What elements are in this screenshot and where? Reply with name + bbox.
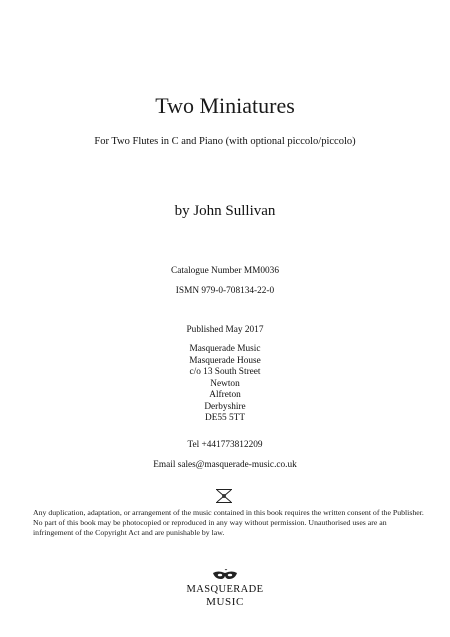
address-line: c/o 13 South Street xyxy=(189,367,261,377)
published-date: Published May 2017 xyxy=(186,325,264,335)
address-line: Masquerade Music xyxy=(189,344,261,354)
document-subtitle: For Two Flutes in C and Piano (with optional piccolo/piccolo) xyxy=(94,136,356,147)
logo-text-line2: MUSIC xyxy=(206,596,244,608)
masquerade-mask-icon xyxy=(212,569,238,583)
email: Email sales@masquerade-music.co.uk xyxy=(153,460,297,470)
publisher-logo xyxy=(175,569,275,609)
logo-text-line1: MASQUERADE xyxy=(186,584,264,595)
address-line: DE55 5TT xyxy=(204,413,246,423)
document-title: Two Miniatures xyxy=(155,93,295,118)
address-line: Masquerade House xyxy=(189,355,261,366)
catalogue-number: Catalogue Number MM0036 xyxy=(171,266,279,276)
telephone: Tel +441773812209 xyxy=(187,440,263,450)
address-line: Derbyshire xyxy=(204,401,246,412)
ismn: ISMN 979-0-708134-22-0 xyxy=(175,286,275,296)
publisher-address xyxy=(0,344,450,425)
address-line: Alfreton xyxy=(209,390,241,400)
author: by John Sullivan xyxy=(174,203,276,219)
copyright-notice: Any duplication, adaptation, or arrangement of the music contained in this book requires the written consent of the Publisher. No part of this book may be photocopied or reproduced in any way without permission. Unauthorised uses are an infringement of the Copyright Act and are punishable by law. xyxy=(33,508,424,537)
crossed-ornament-icon xyxy=(214,488,234,504)
address-line: Newton xyxy=(210,378,240,389)
